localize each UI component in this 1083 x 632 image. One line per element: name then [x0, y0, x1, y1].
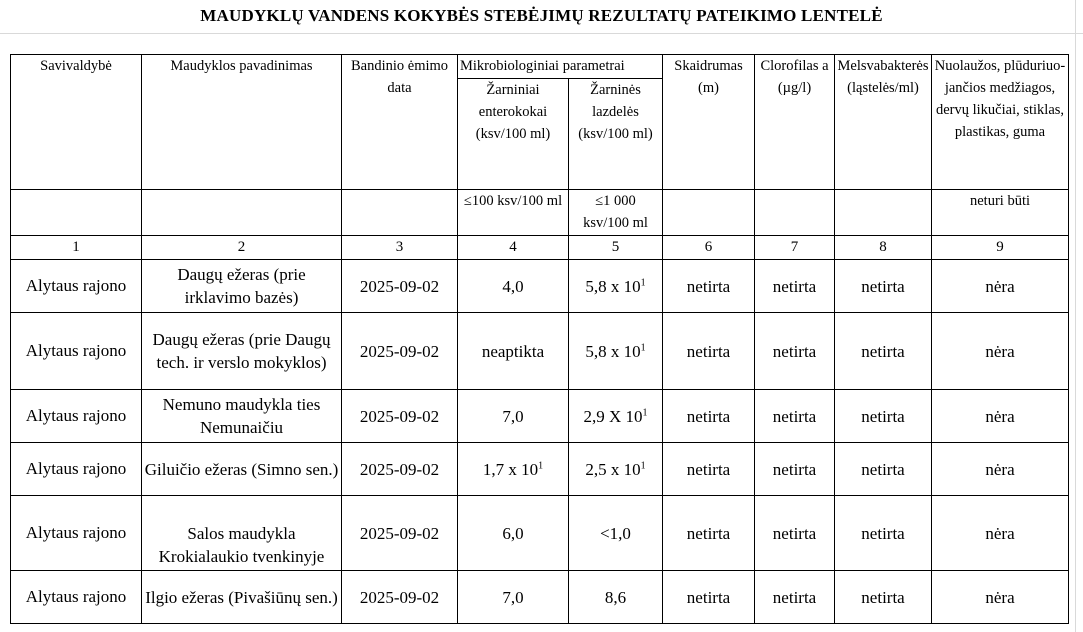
enterococci-cell: 7,0 — [458, 571, 569, 624]
sample-date-cell: 2025-09-02 — [342, 260, 458, 313]
cyanobacteria-cell: netirta — [835, 443, 932, 496]
clarity-cell: netirta — [663, 313, 755, 390]
ecoli-cell: 5,8 x $10^1$ — [569, 260, 663, 313]
beach-name-cell: Nemuno maudykla ties Nemunaičiu — [142, 390, 342, 443]
limit-cell — [663, 190, 755, 236]
enterococci-cell: 6,0 — [458, 496, 569, 571]
column-number: 7 — [755, 236, 835, 260]
column-number: 6 — [663, 236, 755, 260]
table-row — [11, 443, 1069, 496]
column-number: 1 — [11, 236, 142, 260]
debris-cell: nėra — [932, 496, 1069, 571]
header-enterococci: Žarniniai enterokokai (ksv/100 ml) — [458, 79, 569, 190]
sample-date-cell: 2025-09-02 — [342, 571, 458, 624]
limit-debris: neturi būti — [932, 190, 1069, 236]
column-number: 2 — [142, 236, 342, 260]
sample-date-cell: 2025-09-02 — [342, 390, 458, 443]
results-table — [10, 54, 1069, 624]
beach-name-cell: Ilgio ežeras (Pivašiūnų sen.) — [142, 571, 342, 624]
ecoli-cell: 2,5 x $10^1$ — [569, 443, 663, 496]
debris-cell: nėra — [932, 390, 1069, 443]
chlorophyll-cell: netirta — [755, 390, 835, 443]
ecoli-cell: 5,8 x $10^1$ — [569, 313, 663, 390]
cyanobacteria-cell: netirta — [835, 260, 932, 313]
header-chlorophyll: Clorofilas a (µg/l) — [755, 55, 835, 190]
beach-name-cell: Daugų ežeras (prie irklavimo bazės) — [142, 260, 342, 313]
limit-cell — [11, 190, 142, 236]
header-municipality: Savivaldybė — [11, 55, 142, 190]
municipality-cell: Alytaus rajono — [11, 260, 142, 313]
beach-name-cell: Salos maudykla Krokialaukio tvenkinyje — [142, 496, 342, 571]
header-sample-date: Bandinio ėmimo data — [342, 55, 458, 190]
enterococci-cell: 4,0 — [458, 260, 569, 313]
cyanobacteria-cell: netirta — [835, 571, 932, 624]
ecoli-cell: 8,6 — [569, 571, 663, 624]
clarity-cell: netirta — [663, 571, 755, 624]
header-cyanobacteria: Melsvabakterės (ląstelės/ml) — [835, 55, 932, 190]
municipality-cell: Alytaus rajono — [11, 571, 142, 624]
limit-enterococci: ≤100 ksv/100 ml — [458, 190, 569, 236]
limit-cell — [142, 190, 342, 236]
page-title: MAUDYKLŲ VANDENS KOKYBĖS STEBĖJIMŲ REZULTATŲ PATEIKIMO LENTELĖ — [200, 6, 883, 25]
debris-cell: nėra — [932, 443, 1069, 496]
sample-date-cell: 2025-09-02 — [342, 496, 458, 571]
municipality-cell: Alytaus rajono — [11, 313, 142, 390]
beach-name-cell: Daugų ežeras (prie Daugų tech. ir verslo mokyklos) — [142, 313, 342, 390]
chlorophyll-cell: netirta — [755, 260, 835, 313]
beach-name-cell: Giluičio ežeras (Simno sen.) — [142, 443, 342, 496]
municipality-cell: Alytaus rajono — [11, 443, 142, 496]
enterococci-cell: 7,0 — [458, 390, 569, 443]
limit-cell — [755, 190, 835, 236]
chlorophyll-cell: netirta — [755, 313, 835, 390]
sample-date-cell: 2025-09-02 — [342, 313, 458, 390]
cyanobacteria-cell: netirta — [835, 390, 932, 443]
header-clarity: Skaidrumas (m) — [663, 55, 755, 190]
column-number: 8 — [835, 236, 932, 260]
cyanobacteria-cell: netirta — [835, 313, 932, 390]
cyanobacteria-cell: netirta — [835, 496, 932, 571]
ecoli-cell: 2,9 X $10^1$ — [569, 390, 663, 443]
column-number: 5 — [569, 236, 663, 260]
chlorophyll-cell: netirta — [755, 443, 835, 496]
table-row — [11, 260, 1069, 313]
table-row — [11, 496, 1069, 571]
table-row — [11, 313, 1069, 390]
debris-cell: nėra — [932, 260, 1069, 313]
clarity-cell: netirta — [663, 390, 755, 443]
chlorophyll-cell: netirta — [755, 571, 835, 624]
debris-cell: nėra — [932, 571, 1069, 624]
limit-ecoli: ≤1 000 ksv/100 ml — [569, 190, 663, 236]
table-row — [11, 571, 1069, 624]
enterococci-cell: 1,7 x $10^1$ — [458, 443, 569, 496]
header-debris: Nuolaužos, plūduriuo-jančios medžiagos, dervų likučiai, stiklas, plastikas, guma — [932, 55, 1069, 190]
table-row — [11, 390, 1069, 443]
column-number: 4 — [458, 236, 569, 260]
enterococci-cell: neaptikta — [458, 313, 569, 390]
clarity-cell: netirta — [663, 496, 755, 571]
column-number: 9 — [932, 236, 1069, 260]
ecoli-cell: <1,0 — [569, 496, 663, 571]
municipality-cell: Alytaus rajono — [11, 496, 142, 571]
clarity-cell: netirta — [663, 443, 755, 496]
municipality-cell: Alytaus rajono — [11, 390, 142, 443]
debris-cell: nėra — [932, 313, 1069, 390]
header-ecoli: Žarninės lazdelės (ksv/100 ml) — [569, 79, 663, 190]
chlorophyll-cell: netirta — [755, 496, 835, 571]
column-number: 3 — [342, 236, 458, 260]
sample-date-cell: 2025-09-02 — [342, 443, 458, 496]
limit-cell — [835, 190, 932, 236]
header-micro-group: Mikrobiologiniai parametrai — [458, 55, 663, 79]
header-beach-name: Maudyklos pavadinimas — [142, 55, 342, 190]
limit-cell — [342, 190, 458, 236]
clarity-cell: netirta — [663, 260, 755, 313]
